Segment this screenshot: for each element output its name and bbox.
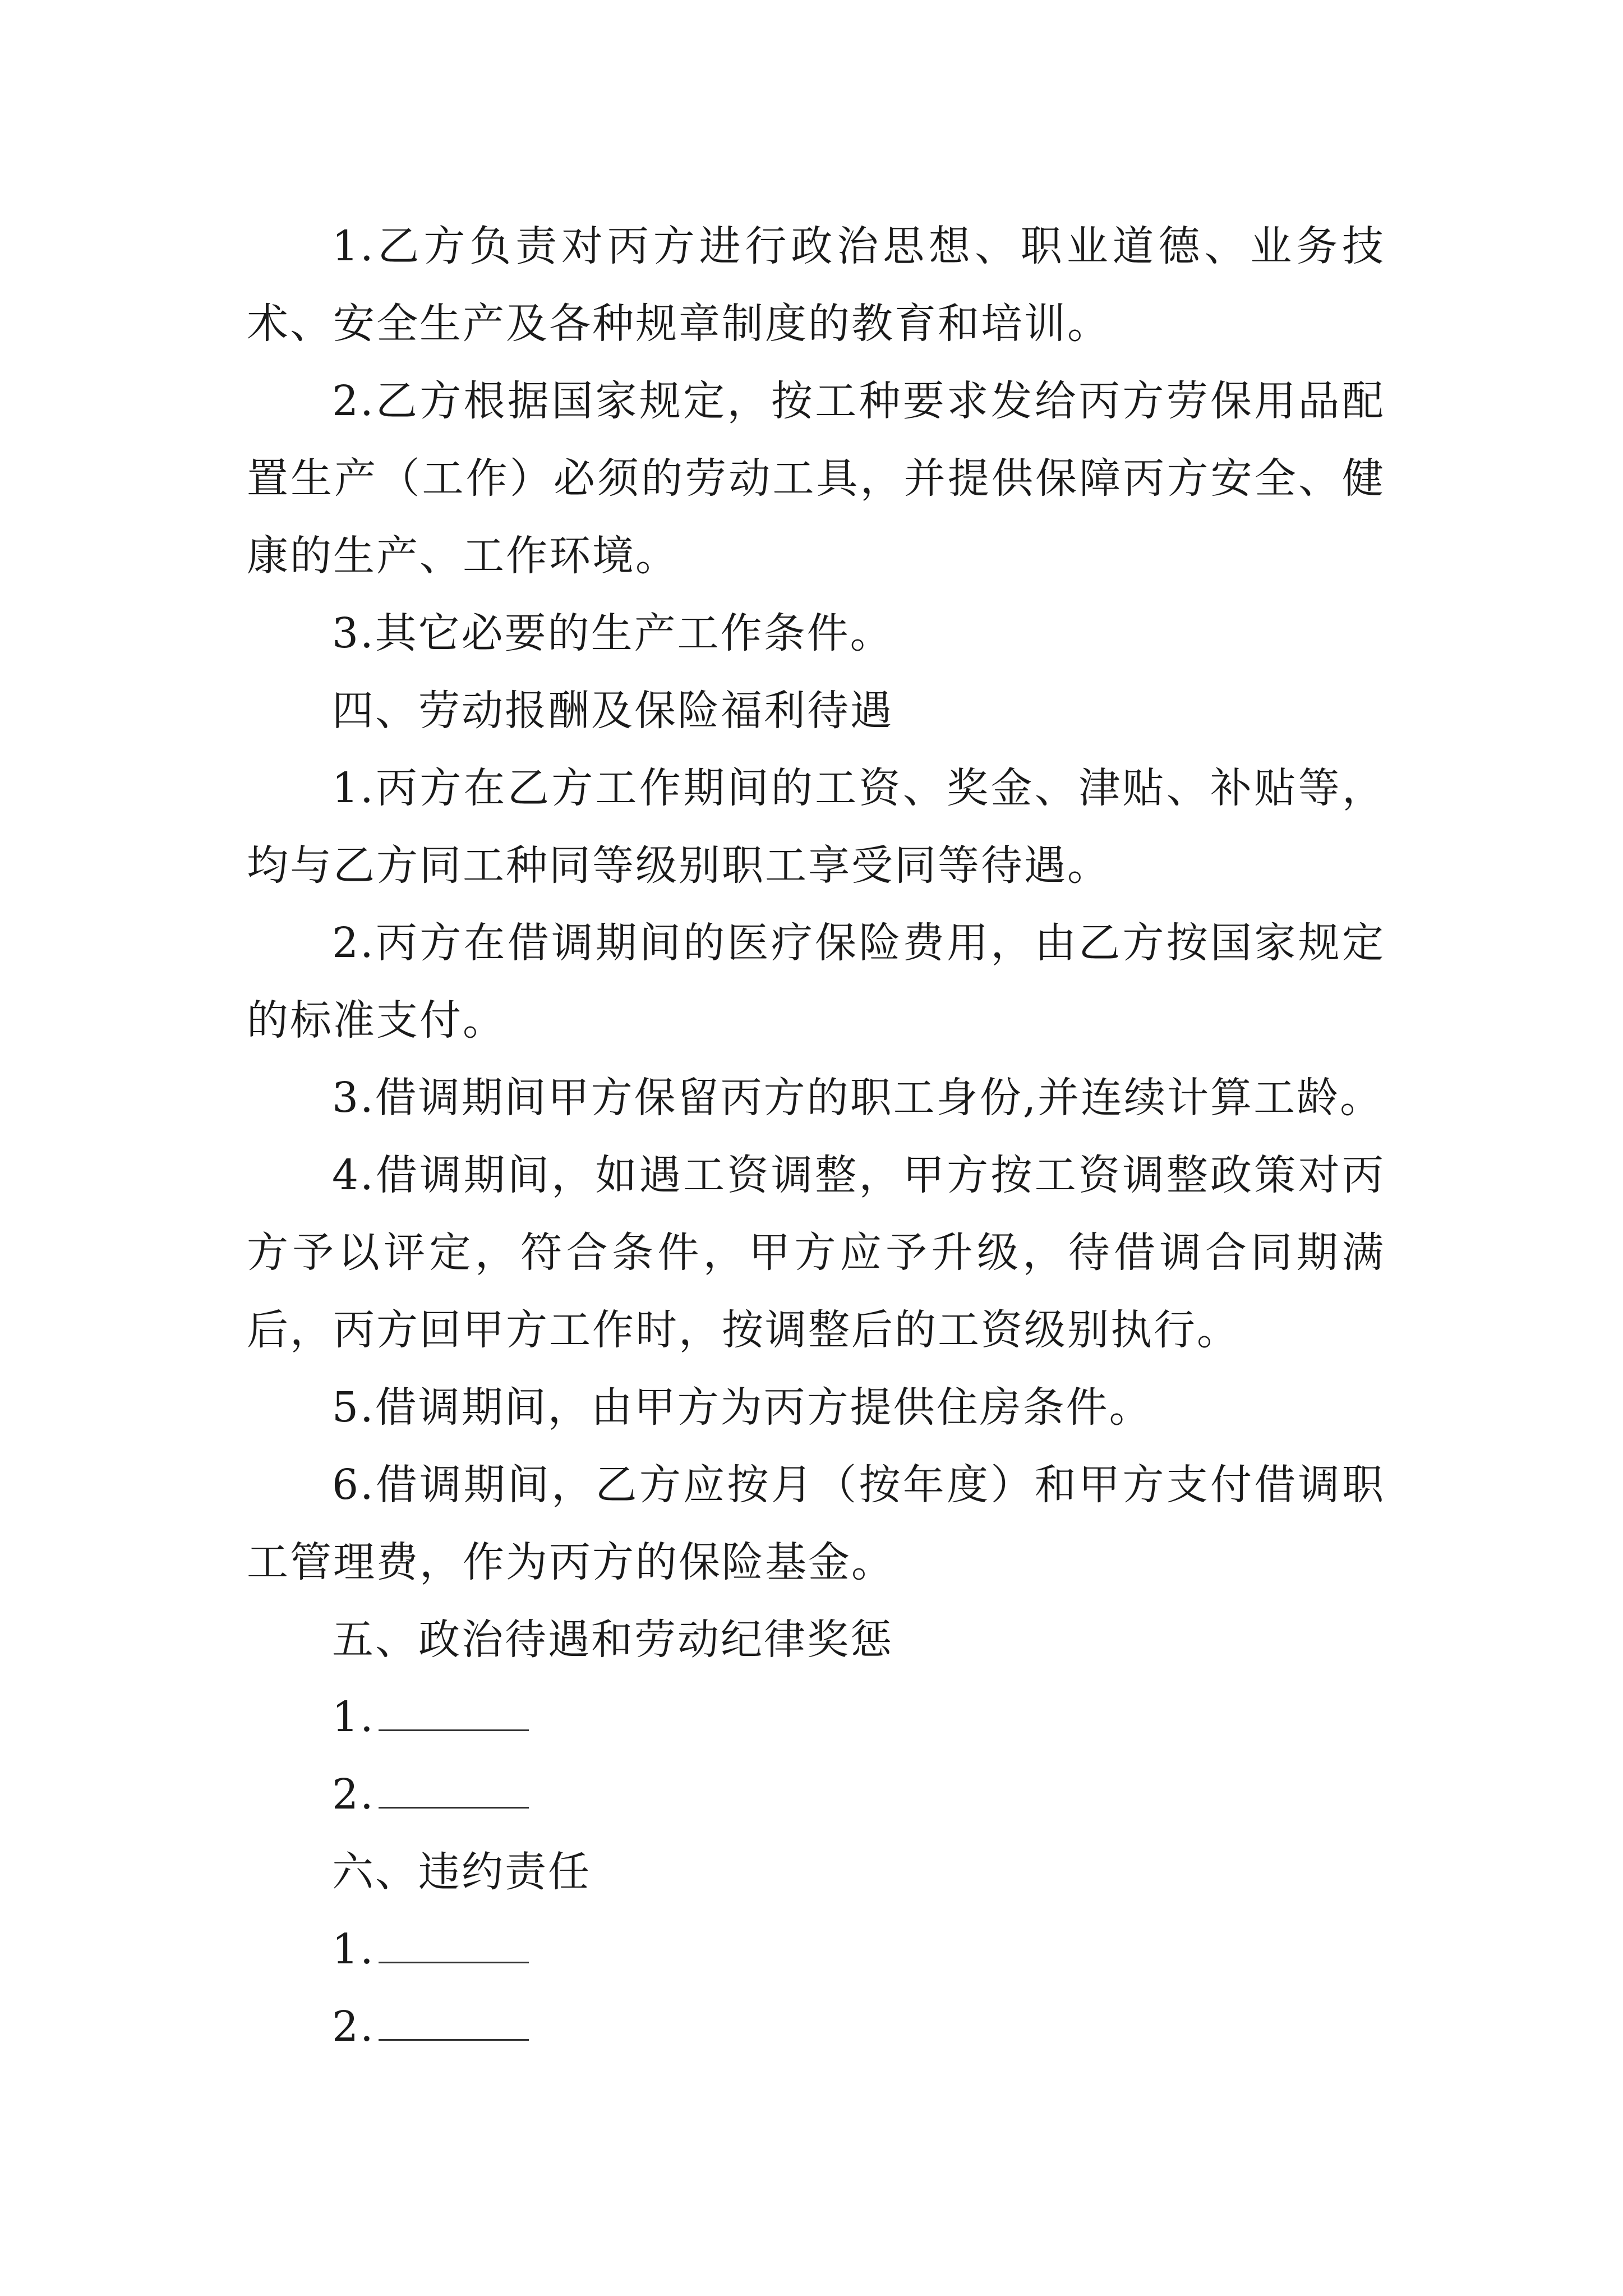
blank-clause-number: 2. — [332, 1770, 375, 1819]
fill-in-blank-line — [379, 1807, 529, 1809]
document-body — [247, 208, 1385, 2065]
clause-paragraph: 2.乙方根据国家规定，按工种要求发给丙方劳保用品配置生产（工作）必须的劳动工具，并提供保障丙方安全、健康的生产、工作环境。 — [247, 377, 1385, 580]
blank-clause-number: 1. — [332, 1693, 375, 1741]
clause-paragraph: 3.借调期间甲方保留丙方的职工身份,并连续计算工龄。 — [332, 1074, 1384, 1122]
blank-clause-number: 2. — [332, 2003, 375, 2051]
blank-clause-item — [247, 1756, 1385, 1833]
section-heading: 五、政治待遇和劳动纪律奖惩 — [332, 1616, 893, 1664]
clause-paragraph: 2.丙方在借调期间的医疗保险费用，由乙方按国家规定的标准支付。 — [247, 919, 1385, 1045]
fill-in-blank-line — [379, 2039, 529, 2041]
clause-paragraph: 3.其它必要的生产工作条件。 — [332, 609, 893, 657]
clause-paragraph: 1.丙方在乙方工作期间的工资、奖金、津贴、补贴等，均与乙方同工种同等级别职工享受同等待遇。 — [247, 764, 1385, 890]
blank-clause-item — [247, 1988, 1385, 2065]
blank-clause-item — [247, 1911, 1385, 1988]
fill-in-blank-line — [379, 1729, 529, 1731]
clause-paragraph: 5.借调期间，由甲方为丙方提供住房条件。 — [332, 1383, 1152, 1432]
section-heading: 六、违约责任 — [332, 1848, 591, 1896]
section-heading: 四、劳动报酬及保险福利待遇 — [332, 687, 893, 735]
fill-in-blank-line — [379, 1962, 529, 1963]
blank-clause-number: 1. — [332, 1925, 375, 1973]
clause-paragraph: 6.借调期间，乙方应按月（按年度）和甲方支付借调职工管理费，作为丙方的保险基金。 — [247, 1461, 1385, 1586]
clause-paragraph: 1.乙方负责对丙方进行政治思想、职业道德、业务技术、安全生产及各种规章制度的教育和培训。 — [247, 222, 1385, 348]
blank-clause-item — [247, 1678, 1385, 1756]
clause-paragraph: 4.借调期间，如遇工资调整，甲方按工资调整政策对丙方予以评定，符合条件，甲方应予升级，待借调合同期满后，丙方回甲方工作时，按调整后的工资级别执行。 — [247, 1151, 1385, 1354]
